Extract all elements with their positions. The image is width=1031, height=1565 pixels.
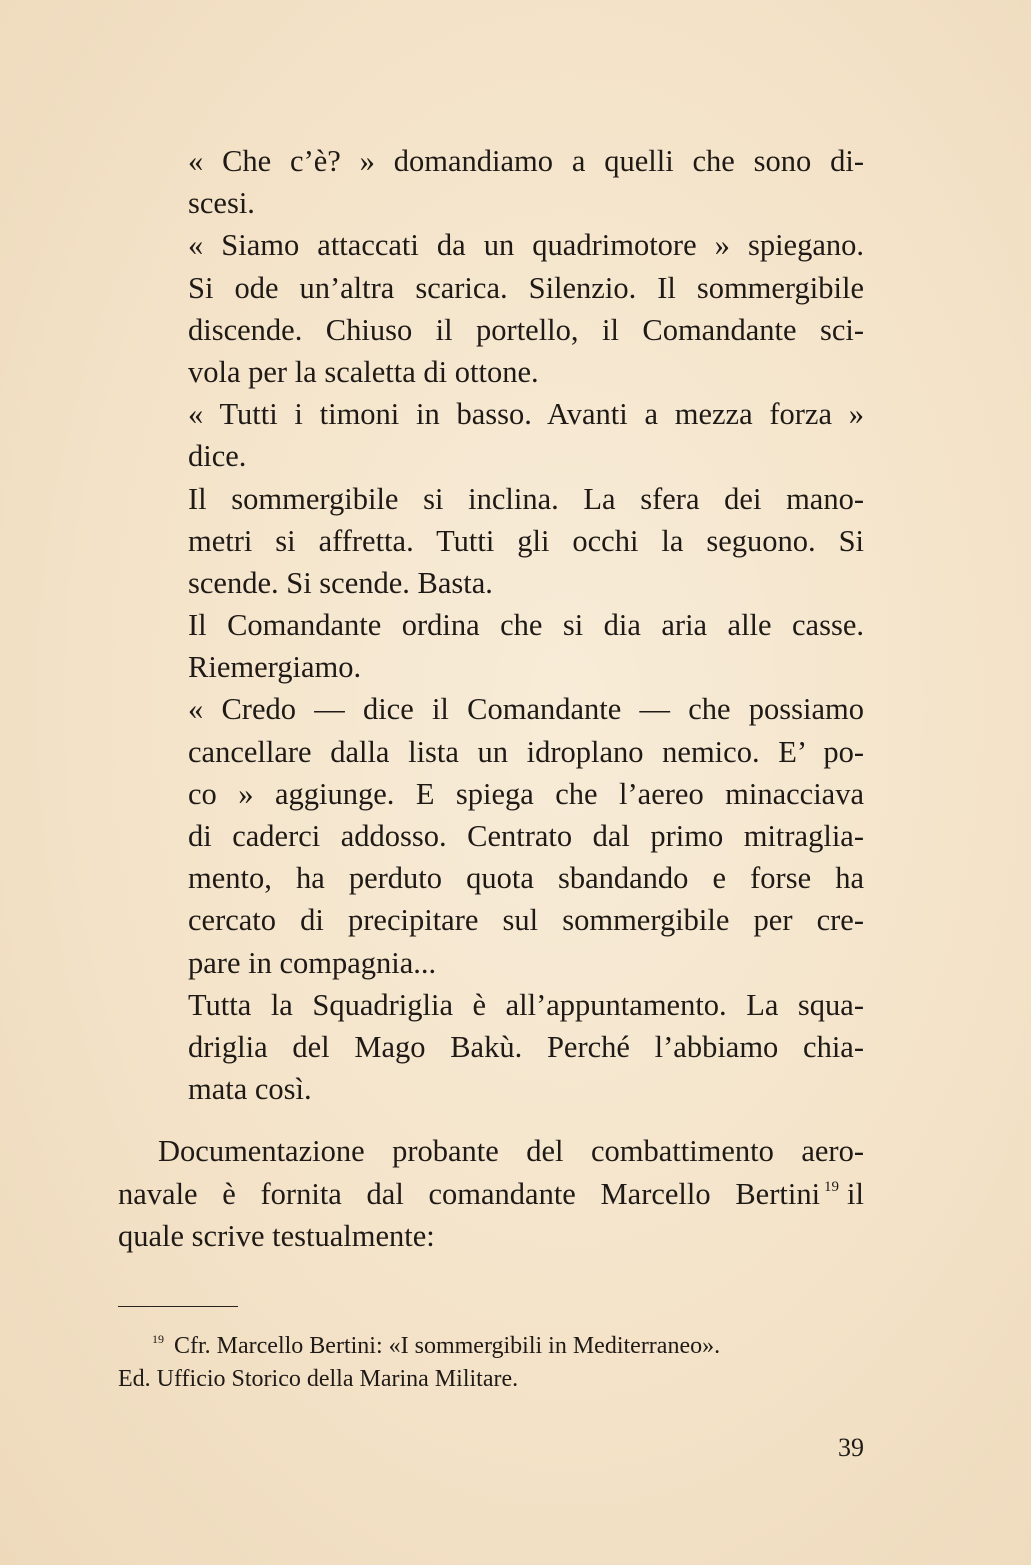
text-line: quale scrive testualmente: (118, 1219, 435, 1253)
main-paragraph (118, 1130, 864, 1258)
text-line: metri si affretta. Tutti gli occhi la seguono. Si (188, 523, 864, 558)
footnote-reference[interactable]: 19 (824, 1178, 840, 1195)
footnotes (118, 1330, 864, 1396)
footnote-line (118, 1330, 864, 1363)
text-line: « Che c’è? » domandiamo a quelli che sono di- (188, 144, 864, 178)
text-line: mata così. (188, 1072, 312, 1107)
text-line: Tutta la Squadriglia è all’appuntamento. La squa- (188, 987, 864, 1022)
text-line: Il Comandante ordina che si dia aria alle casse. (188, 608, 864, 643)
text-line: cercato di precipitare sul sommergibile per cre- (188, 903, 864, 938)
text-fragment: navale è fornita dal comandante Marcello Bertini (118, 1176, 821, 1211)
text-line: vola per la scaletta di ottone. (188, 354, 539, 389)
page-number: 39 (838, 1433, 864, 1462)
text-line: cancellare dalla lista un idroplano nemico. E’ po- (188, 734, 864, 769)
text-line: di caderci addosso. Centrato dal primo mitraglia- (188, 819, 864, 853)
text-line: Il sommergibile si inclina. La sfera dei mano- (188, 481, 864, 516)
text-line: mento, ha perduto quota sbandando e forse ha (188, 861, 864, 896)
text-line: driglia del Mago Bakù. Perché l’abbiamo chia- (188, 1029, 864, 1064)
text-fragment: il (847, 1176, 864, 1211)
text-line: « Credo — dice il Comandante — che possiamo (188, 692, 864, 727)
quoted-passage (188, 140, 864, 1110)
footnote-text: Cfr. Marcello Bertini: «I sommergibili in Mediterraneo». (174, 1333, 721, 1359)
text-line (118, 1173, 864, 1216)
text-line: co » aggiunge. E spiega che l’aereo minacciava (188, 776, 864, 811)
footnote-number: 19 (152, 1332, 164, 1346)
footnote-divider (118, 1306, 238, 1307)
text-line: scende. Si scende. Basta. (188, 565, 493, 600)
text-line: scesi. (188, 186, 255, 221)
text-line: Si ode un’altra scarica. Silenzio. Il sommergibile (188, 270, 864, 305)
text-line: Documentazione probante del combattimento aero- (158, 1134, 864, 1168)
text-line: discende. Chiuso il portello, il Comandante sci- (188, 312, 864, 347)
text-line: Riemergiamo. (188, 650, 362, 685)
text-line: dice. (188, 439, 247, 474)
text-line: « Siamo attaccati da un quadrimotore » spiegano. (188, 228, 864, 263)
text-line: « Tutti i timoni in basso. Avanti a mezza forza » (188, 397, 864, 432)
footnote-line: Ed. Ufficio Storico della Marina Militare. (118, 1366, 519, 1392)
text-line: pare in compagnia... (188, 945, 437, 980)
